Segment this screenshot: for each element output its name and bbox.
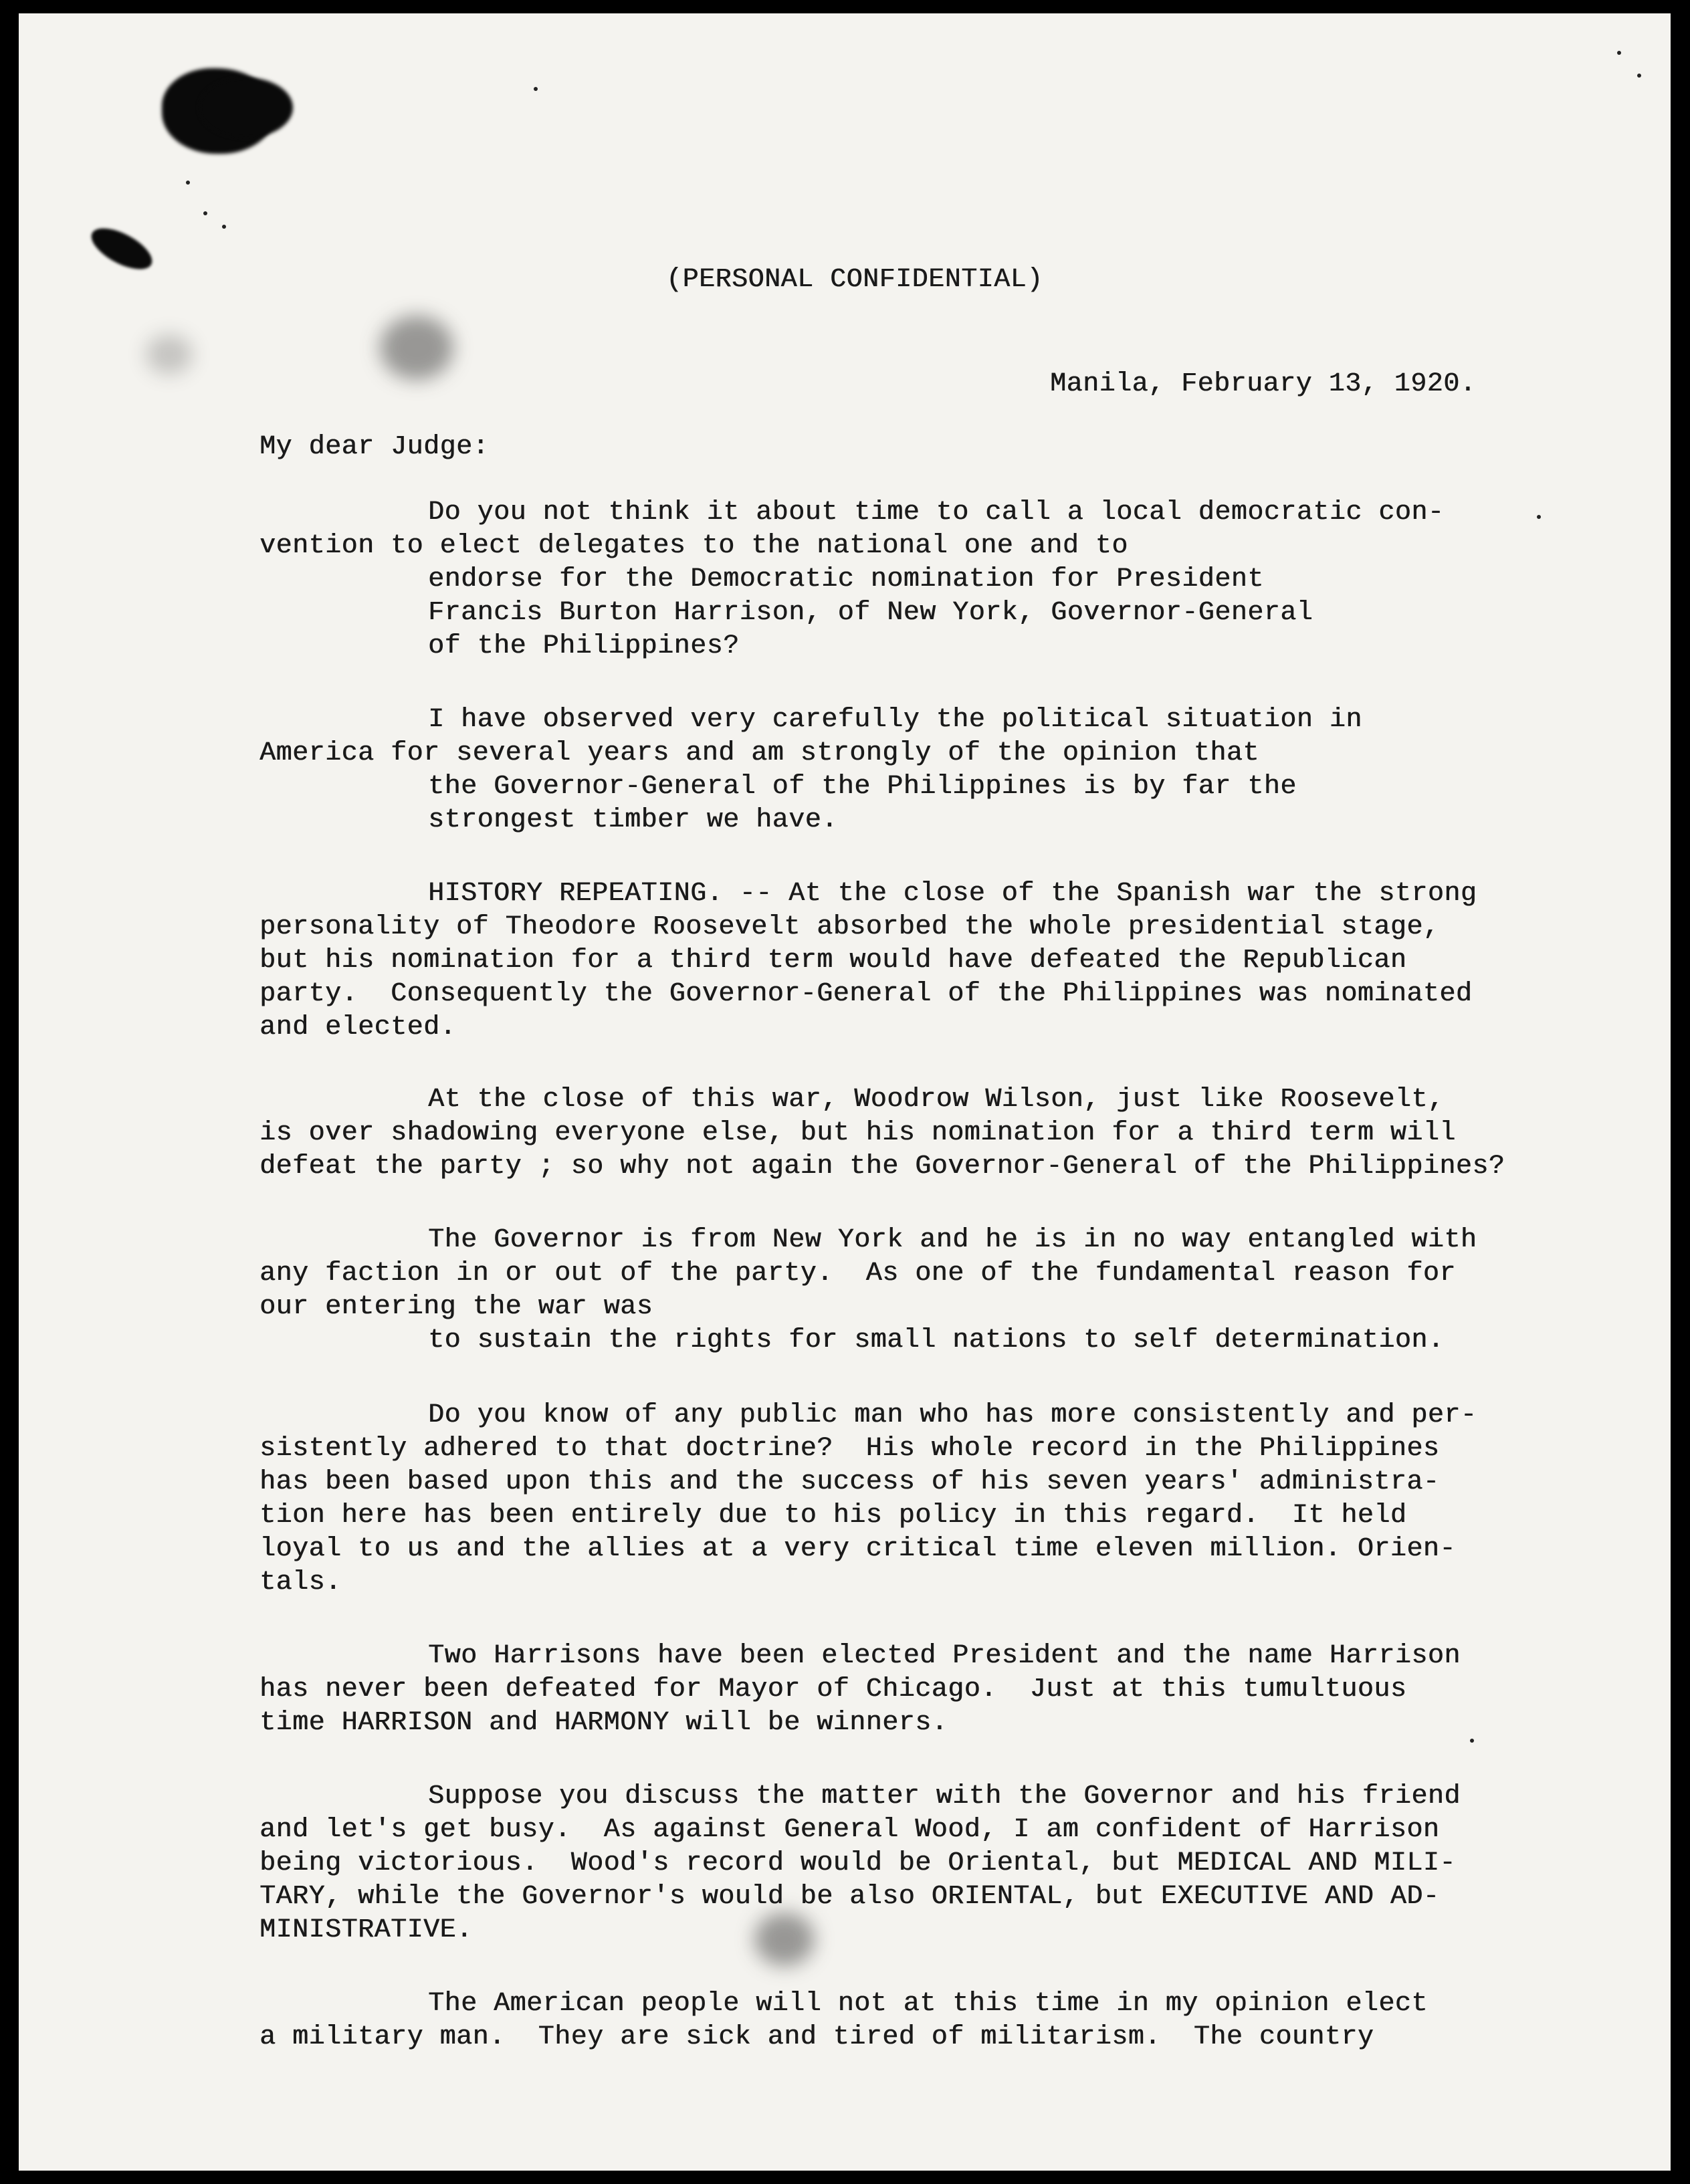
- body-line: personality of Theodore Roosevelt absorbed the whole presidential stage,: [259, 912, 1440, 942]
- body-line: Francis Burton Harrison, of New York, Governor-General: [428, 598, 1313, 628]
- body-line: America for several years and am strongly of the opinion that: [259, 738, 1259, 768]
- body-line: but his nomination for a third term would have defeated the Republican: [259, 946, 1407, 976]
- body-line: MINISTRATIVE.: [259, 1915, 473, 1945]
- body-line: any faction in or out of the party. As one of the fundamental reason for: [259, 1259, 1456, 1289]
- body-line: party. Consequently the Governor-General of the Philippines was nominated: [259, 979, 1473, 1009]
- letter-body: [19, 13, 1671, 2171]
- body-line: defeat the party ; so why not again the Governor-General of the Philippines?: [259, 1152, 1505, 1182]
- body-line: tion here has been entirely due to his policy in this regard. It held: [259, 1501, 1407, 1531]
- body-line: The American people will not at this time in my opinion elect: [428, 1989, 1428, 2019]
- body-line: HISTORY REPEATING. -- At the close of the Spanish war the strong: [428, 879, 1477, 909]
- body-line: sistently adhered to that doctrine? His whole record in the Philippines: [259, 1434, 1440, 1464]
- body-line: The Governor is from New York and he is in no way entangled with: [428, 1225, 1477, 1255]
- letter-salutation: My dear Judge:: [259, 432, 490, 462]
- body-line: is over shadowing everyone else, but his nomination for a third term will: [259, 1118, 1456, 1148]
- body-line: loyal to us and the allies at a very critical time eleven million. Orien-: [259, 1534, 1456, 1564]
- letter-dateline: Manila, February 13, 1920.: [1050, 369, 1477, 399]
- body-line: has never been defeated for Mayor of Chicago. Just at this tumultuous: [259, 1674, 1407, 1705]
- body-line: I have observed very carefully the political situation in: [428, 705, 1362, 735]
- body-line: a military man. They are sick and tired of militarism. The country: [259, 2022, 1374, 2052]
- body-line: being victorious. Wood's record would be Oriental, but MEDICAL AND MILI-: [259, 1848, 1456, 1878]
- body-line: tals.: [259, 1567, 342, 1598]
- body-line: time HARRISON and HARMONY will be winners.: [259, 1708, 948, 1738]
- body-line: strongest timber we have.: [428, 805, 838, 835]
- body-line: Do you know of any public man who has more consistently and per-: [428, 1400, 1477, 1430]
- body-line: vention to elect delegates to the national one and to: [259, 531, 1128, 561]
- body-line: and elected.: [259, 1012, 457, 1043]
- body-line: TARY, while the Governor's would be also ORIENTAL, but EXECUTIVE AND AD-: [259, 1882, 1440, 1912]
- body-line: At the close of this war, Woodrow Wilson, just like Roosevelt,: [428, 1085, 1445, 1115]
- letter-header: (PERSONAL CONFIDENTIAL): [666, 265, 1043, 295]
- body-line: and let's get busy. As against General Wood, I am confident of Harrison: [259, 1815, 1440, 1845]
- body-line: Two Harrisons have been elected President and the name Harrison: [428, 1641, 1461, 1671]
- body-line: to sustain the rights for small nations to self determination.: [428, 1325, 1445, 1355]
- body-line: of the Philippines?: [428, 631, 740, 661]
- body-line: endorse for the Democratic nomination for President: [428, 564, 1264, 594]
- body-line: has been based upon this and the success of his seven years' administra-: [259, 1467, 1440, 1497]
- body-line: Do you not think it about time to call a local democratic con-: [428, 498, 1445, 528]
- body-line: the Governor-General of the Philippines is by far the: [428, 772, 1297, 802]
- body-line: Suppose you discuss the matter with the Governor and his friend: [428, 1781, 1461, 1812]
- body-line: our entering the war was: [259, 1292, 653, 1322]
- letter-page: [19, 13, 1671, 2171]
